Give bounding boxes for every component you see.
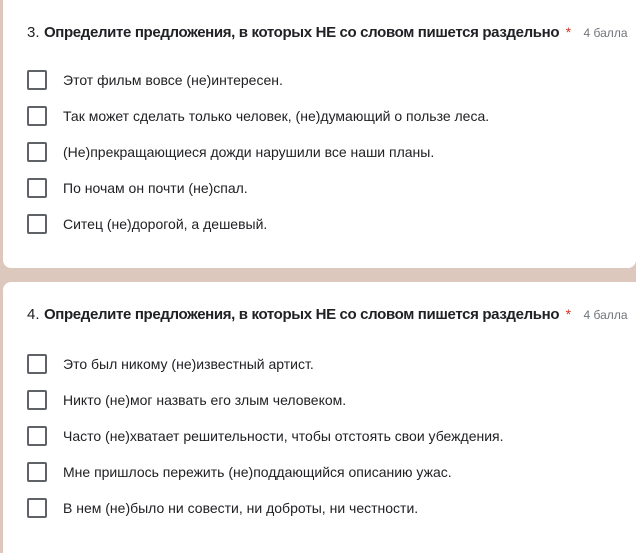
required-mark: * xyxy=(565,306,572,322)
question-points: 4 балла xyxy=(583,308,628,322)
question-number: 3. xyxy=(27,24,40,41)
checkbox[interactable] xyxy=(27,106,47,126)
checkbox-option[interactable] xyxy=(27,354,314,374)
option-label: (Не)прекращающиеся дожди нарушили все наши планы. xyxy=(63,144,435,160)
checkbox-option[interactable] xyxy=(27,142,434,162)
option-label: Мне пришлось пережить (не)поддающийся описанию ужас. xyxy=(63,464,452,480)
checkbox-option[interactable] xyxy=(27,426,504,446)
checkbox[interactable] xyxy=(27,462,47,482)
question-number: 4. xyxy=(27,306,40,323)
checkbox[interactable] xyxy=(27,426,47,446)
question-points: 4 балла xyxy=(583,26,628,40)
checkbox-option[interactable] xyxy=(27,498,418,518)
option-label: Так может сделать только человек, (не)думающий о пользе леса. xyxy=(63,108,490,124)
option-label: По ночам он почти (не)спал. xyxy=(63,180,248,196)
option-label: Никто (не)мог назвать его злым человеком. xyxy=(63,392,347,408)
checkbox[interactable] xyxy=(27,178,47,198)
checkbox-option[interactable] xyxy=(27,390,346,410)
question-card-3 xyxy=(3,0,636,268)
required-mark: * xyxy=(565,24,572,40)
question-title: Определите предложения, в которых НЕ со словом пишется раздельно xyxy=(43,24,560,41)
option-label: Ситец (не)дорогой, а дешевый. xyxy=(63,216,268,232)
checkbox-option[interactable] xyxy=(27,462,452,482)
question-header xyxy=(27,24,628,46)
question-title: Определите предложения, в которых НЕ со словом пишется раздельно xyxy=(43,306,560,323)
question-header xyxy=(27,306,628,328)
option-label: В нем (не)было ни совести, ни доброты, ни честности. xyxy=(63,500,419,516)
checkbox[interactable] xyxy=(27,142,47,162)
checkbox-option[interactable] xyxy=(27,214,267,234)
checkbox[interactable] xyxy=(27,70,47,90)
checkbox[interactable] xyxy=(27,498,47,518)
option-label: Этот фильм вовсе (не)интересен. xyxy=(63,72,283,88)
checkbox[interactable] xyxy=(27,354,47,374)
option-label: Это был никому (не)известный артист. xyxy=(63,356,314,372)
checkbox[interactable] xyxy=(27,214,47,234)
checkbox-option[interactable] xyxy=(27,178,248,198)
checkbox-option[interactable] xyxy=(27,70,283,90)
checkbox[interactable] xyxy=(27,390,47,410)
option-label: Часто (не)хватает решительности, чтобы отстоять свои убеждения. xyxy=(63,428,504,444)
question-card-4 xyxy=(3,282,636,553)
checkbox-option[interactable] xyxy=(27,106,489,126)
